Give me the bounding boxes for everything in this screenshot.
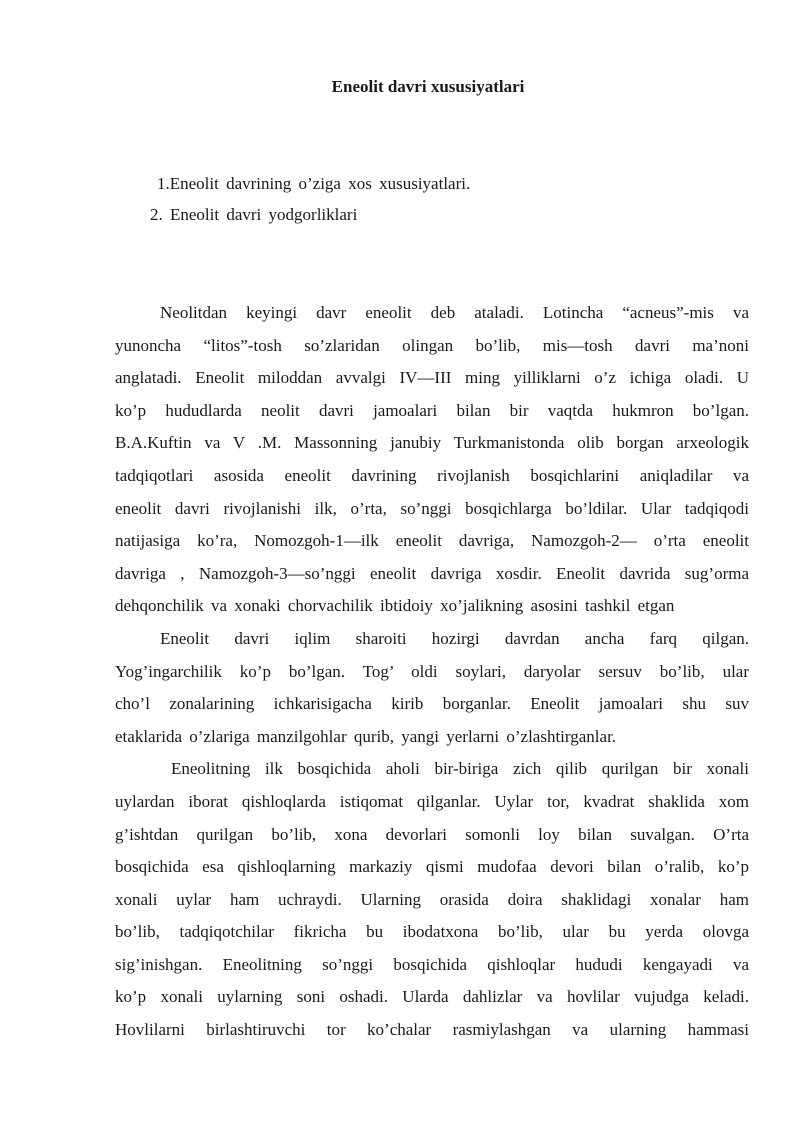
text-line: davriga , Namozgoh-3—so’nggi eneolit davriga xosdir. Eneolit davrida sug’orma	[115, 563, 749, 583]
text-line: natijasiga ko’ra, Nomozgoh-1—ilk eneolit davriga, Namozgoh-2— o’rta eneolit	[115, 531, 749, 551]
text-line: B.A.Kuftin va V .M. Massonning janubiy Turkmanistonda olib borgan arxeologik	[115, 433, 749, 453]
paragraph-2	[115, 628, 749, 758]
text-line: eneolit davri rivojlanishi ilk, o’rta, so’nggi bosqichlarga bo’ldilar. Ular tadqiqodi	[115, 498, 749, 518]
text-line: ko’p hududlarda neolit davri jamoalari bilan bir vaqtda hukmron bo’lgan.	[115, 400, 749, 420]
document-title: Eneolit davri xususiyatlari	[331, 77, 525, 96]
text-line: yunoncha “litos”-tosh so’zlaridan olingan bo’lib, mis—tosh davri ma’noni	[115, 335, 749, 355]
text-line: ko’p xonali uylarning soni oshadi. Ularda dahlizlar va hovlilar vujudga keladi.	[115, 987, 749, 1007]
text-line: Hovlilarni birlashtiruvchi tor ko’chalar rasmiylashgan va ularning hammasi	[115, 1020, 749, 1040]
paragraph-1	[115, 302, 749, 628]
text-line: xonali uylar ham uchraydi. Ularning orasida doira shaklidagi xonalar ham	[115, 889, 749, 909]
text-line: g’ishtdan qurilgan bo’lib, xona devorlari somonli loy bilan suvalgan. O’rta	[115, 824, 749, 844]
text-line: dehqonchilik va xonaki chorvachilik ibtidoiy xo’jalikning asosini tashkil etgan	[115, 596, 675, 616]
toc-item-2: 2. Eneolit davri yodgorliklari	[150, 205, 358, 224]
text-line: Eneolit davri iqlim sharoiti hozirgi davrdan ancha farq qilgan.	[160, 628, 749, 648]
text-line: bo’lib, tadqiqotchilar fikricha bu ibodatxona bo’lib, ular bu yerda olovga	[115, 922, 749, 942]
toc-item-1: 1.Eneolit davrining o’ziga xos xususiyatlari.	[157, 174, 471, 193]
text-line: bosqichida esa qishloqlarning markaziy qismi mudofaa devori bilan o’ralib, ko’p	[115, 857, 749, 877]
text-line: etaklarida o’zlariga manzilgohlar qurib, yangi yerlarni o’zlashtirganlar.	[115, 726, 617, 746]
text-line: cho’l zonalarining ichkarisigacha kirib borganlar. Eneolit jamoalari shu suv	[115, 694, 749, 714]
text-line: tadqiqotlari asosida eneolit davrining rivojlanish bosqichlarini aniqladilar va	[115, 465, 749, 485]
text-line: uylardan iborat qishloqlarda istiqomat qilganlar. Uylar tor, kvadrat shaklida xom	[115, 791, 749, 811]
text-line: sig’inishgan. Eneolitning so’nggi bosqichida qishloqlar hududi kengayadi va	[115, 954, 749, 974]
text-line: Neolitdan keyingi davr eneolit deb ataladi. Lotincha “acneus”-mis va	[160, 303, 749, 322]
text-line: Yog’ingarchilik ko’p bo’lgan. Tog’ oldi soylari, daryolar sersuv bo’lib, ular	[115, 661, 749, 681]
document-body	[115, 302, 749, 1052]
paragraph-3	[115, 758, 749, 1051]
text-line: anglatadi. Eneolit miloddan avvalgi IV—III ming yilliklarni o’z ichiga oladi. U	[115, 368, 749, 388]
text-line: Eneolitning ilk bosqichida aholi bir-biriga zich qilib qurilgan bir xonali	[171, 759, 749, 779]
